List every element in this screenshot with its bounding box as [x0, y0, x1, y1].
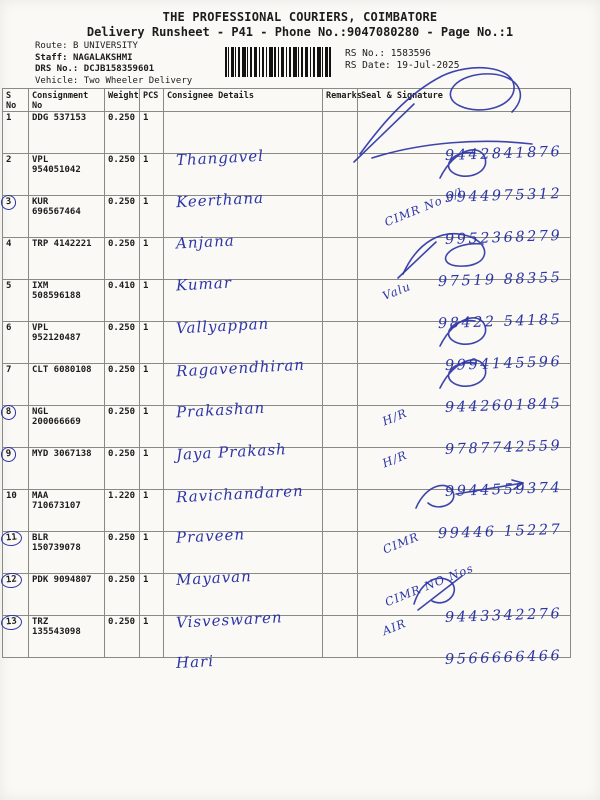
pcs-cell: 1 [140, 322, 164, 364]
sno-cell [3, 196, 29, 238]
runsheet-table [2, 88, 571, 672]
sno-cell [3, 532, 29, 574]
runsheet-table-body [3, 112, 571, 672]
serial-number: 8 [0, 404, 17, 421]
pcs-cell: 1 [140, 490, 164, 532]
serial-number: 10 [6, 491, 17, 501]
pcs-cell: 1 [140, 196, 164, 238]
phone-number-handwritten: 9566666466 [444, 647, 563, 669]
consignment-cell: PDK 9094807 [29, 574, 105, 616]
consignee-name-handwritten: Ravichandaren [175, 481, 305, 507]
consignment-cell: VPL 954051042 [29, 154, 105, 196]
consignment-cell: DDG 537153 [29, 112, 105, 154]
column-header-consignee: Consignee Details [164, 89, 323, 112]
phone-number-handwritten: 9442841876 [444, 143, 563, 165]
column-header-consignment: Consignment No [29, 89, 105, 112]
rs-date-label: RS Date: [345, 60, 391, 71]
weight-cell: 0.250 [105, 406, 140, 448]
delivery-note-handwritten: AIR [380, 615, 409, 639]
delivery-note-handwritten: H/R [380, 405, 410, 429]
vehicle-line [35, 76, 192, 88]
column-header-signature: Seal & Signature [358, 89, 571, 112]
consignment-cell: MAA 710673107 [29, 490, 105, 532]
staff-label: Staff: [35, 52, 68, 63]
sno-cell [3, 322, 29, 364]
remarks-cell [323, 322, 358, 364]
remarks-cell [323, 196, 358, 238]
delivery-note-handwritten: H/R [380, 447, 410, 471]
pcs-cell: 1 [140, 574, 164, 616]
rs-no-label: RS No.: [345, 48, 386, 59]
table-row [3, 112, 571, 154]
pcs-cell: 1 [140, 364, 164, 406]
consignment-cell: TRZ 135543098 [29, 616, 105, 658]
weight-cell: 0.250 [105, 154, 140, 196]
remarks-cell [323, 364, 358, 406]
consignee-name-handwritten: Thangavel [175, 146, 265, 170]
phone-number-handwritten: 9944559374 [444, 479, 563, 501]
pcs-cell: 1 [140, 280, 164, 322]
sno-cell [3, 574, 29, 616]
table-row [3, 574, 571, 616]
column-header-remarks: Remarks [323, 89, 358, 112]
consignee-name-handwritten: Anjana [175, 231, 236, 253]
weight-cell: 0.250 [105, 238, 140, 280]
consignee-name-handwritten: Hari [175, 652, 215, 672]
weight-cell: 1.220 [105, 490, 140, 532]
serial-number: 12 [0, 572, 22, 589]
weight-cell: 0.250 [105, 574, 140, 616]
remarks-cell [323, 532, 358, 574]
weight-cell: 0.250 [105, 112, 140, 154]
sno-cell [3, 364, 29, 406]
phone-number-handwritten: 9442601845 [444, 395, 563, 417]
staff-line [35, 53, 192, 65]
weight-cell: 0.250 [105, 322, 140, 364]
drs-value: DCJB158359601 [83, 64, 155, 74]
delivery-note-handwritten: CIMR NO Nos [382, 560, 476, 610]
sno-cell [3, 406, 29, 448]
pcs-cell: 1 [140, 154, 164, 196]
consignment-cell: IXM 508596188 [29, 280, 105, 322]
serial-number: 4 [6, 239, 12, 249]
consignment-cell: MYD 3067138 [29, 448, 105, 490]
weight-cell: 0.250 [105, 616, 140, 658]
remarks-cell [323, 490, 358, 532]
consignee-name-handwritten: Mayavan [175, 567, 253, 589]
consignee-name-handwritten: Keerthana [175, 188, 265, 212]
consignment-cell: CLT 6080108 [29, 364, 105, 406]
serial-number: 5 [6, 281, 12, 291]
remarks-cell [323, 406, 358, 448]
meta-right-block [345, 48, 459, 72]
meta-left-block [35, 41, 192, 87]
route-label: Route: [35, 41, 68, 51]
serial-number: 13 [0, 614, 22, 631]
consignment-cell: TRP 4142221 [29, 238, 105, 280]
weight-cell: 0.410 [105, 280, 140, 322]
serial-number: 11 [0, 530, 22, 547]
pcs-cell: 1 [140, 532, 164, 574]
consignment-cell: NGL 200066669 [29, 406, 105, 448]
page-title: THE PROFESSIONAL COURIERS, COIMBATORE [162, 10, 438, 24]
pcs-cell: 1 [140, 406, 164, 448]
signature-cell [358, 112, 571, 165]
phone-number-handwritten: 9994145596 [444, 353, 563, 375]
remarks-cell [323, 574, 358, 616]
consignment-cell: KUR 696567464 [29, 196, 105, 238]
column-header-sno: S No [3, 89, 29, 112]
pcs-cell: 1 [140, 616, 164, 658]
consignee-name-handwritten: Prakashan [175, 398, 266, 422]
rs-no-value: 1583596 [390, 48, 431, 59]
route-line [35, 41, 192, 53]
sno-cell [3, 448, 29, 490]
vehicle-label: Vehicle: [35, 75, 79, 86]
serial-number: 2 [6, 155, 12, 165]
drs-line [35, 64, 192, 76]
weight-cell: 0.250 [105, 532, 140, 574]
consignee-name-handwritten: Vallyappan [175, 314, 270, 338]
phone-number-handwritten: 98422 54185 [437, 311, 563, 333]
consignee-name-handwritten: Praveen [175, 525, 246, 547]
column-header-pcs: PCS [140, 89, 164, 112]
vehicle-value: Two Wheeler Delivery [83, 75, 193, 86]
weight-cell: 0.250 [105, 196, 140, 238]
page-subtitle: Delivery Runsheet - P41 - Phone No.:9047080280 - Page No.:1 [86, 25, 514, 39]
phone-number-handwritten: 99446 15227 [437, 521, 563, 543]
delivery-note-handwritten: CIMR [380, 529, 422, 557]
serial-number: 9 [0, 446, 17, 463]
consignment-cell: VPL 952120487 [29, 322, 105, 364]
sno-cell [3, 280, 29, 322]
phone-number-handwritten: 9787742559 [444, 437, 563, 459]
barcode-image [225, 47, 331, 77]
consignee-name-handwritten: Jaya Prakash [175, 440, 288, 464]
consignee-name-handwritten: Ragavendhiran [175, 355, 306, 381]
serial-number: 1 [6, 113, 12, 123]
phone-number-handwritten: 9443342276 [444, 605, 563, 627]
sno-cell [3, 490, 29, 532]
sno-cell [3, 112, 29, 154]
phone-number-handwritten: 9952368279 [444, 227, 563, 249]
drs-label: DRS No.: [35, 64, 79, 74]
consignment-cell: BLR 150739078 [29, 532, 105, 574]
rs-date-line [345, 60, 459, 72]
remarks-cell [323, 448, 358, 490]
table-header-row [3, 89, 571, 112]
serial-number: 6 [6, 323, 12, 333]
remarks-cell [323, 154, 358, 196]
rs-no-line [345, 48, 459, 60]
remarks-cell [323, 238, 358, 280]
weight-cell: 0.250 [105, 364, 140, 406]
pcs-cell: 1 [140, 238, 164, 280]
phone-number-handwritten: 97519 88355 [437, 269, 563, 291]
remarks-cell [323, 112, 358, 154]
pcs-cell: 1 [140, 448, 164, 490]
remarks-cell [323, 280, 358, 322]
consignee-name-handwritten: Kumar [175, 273, 233, 295]
consignee-name-handwritten: Visveswaren [175, 608, 284, 632]
column-header-weight: Weight [105, 89, 140, 112]
weight-cell: 0.250 [105, 448, 140, 490]
staff-value: NAGALAKSHMI [72, 52, 133, 63]
route-value: B UNIVERSITY [72, 41, 138, 51]
phone-number-handwritten: 9944975312 [444, 185, 563, 207]
pcs-cell: 1 [140, 112, 164, 154]
serial-number: 7 [6, 365, 12, 375]
rs-date-value: 19-Jul-2025 [396, 60, 460, 71]
delivery-note-handwritten: Valu [380, 279, 413, 303]
sno-cell [3, 154, 29, 196]
delivery-note-handwritten: CIMR No o/l [382, 184, 466, 230]
sno-cell [3, 616, 29, 658]
remarks-cell [323, 616, 358, 658]
consignee-cell [164, 112, 323, 170]
serial-number: 3 [0, 194, 17, 211]
sno-cell [3, 238, 29, 280]
